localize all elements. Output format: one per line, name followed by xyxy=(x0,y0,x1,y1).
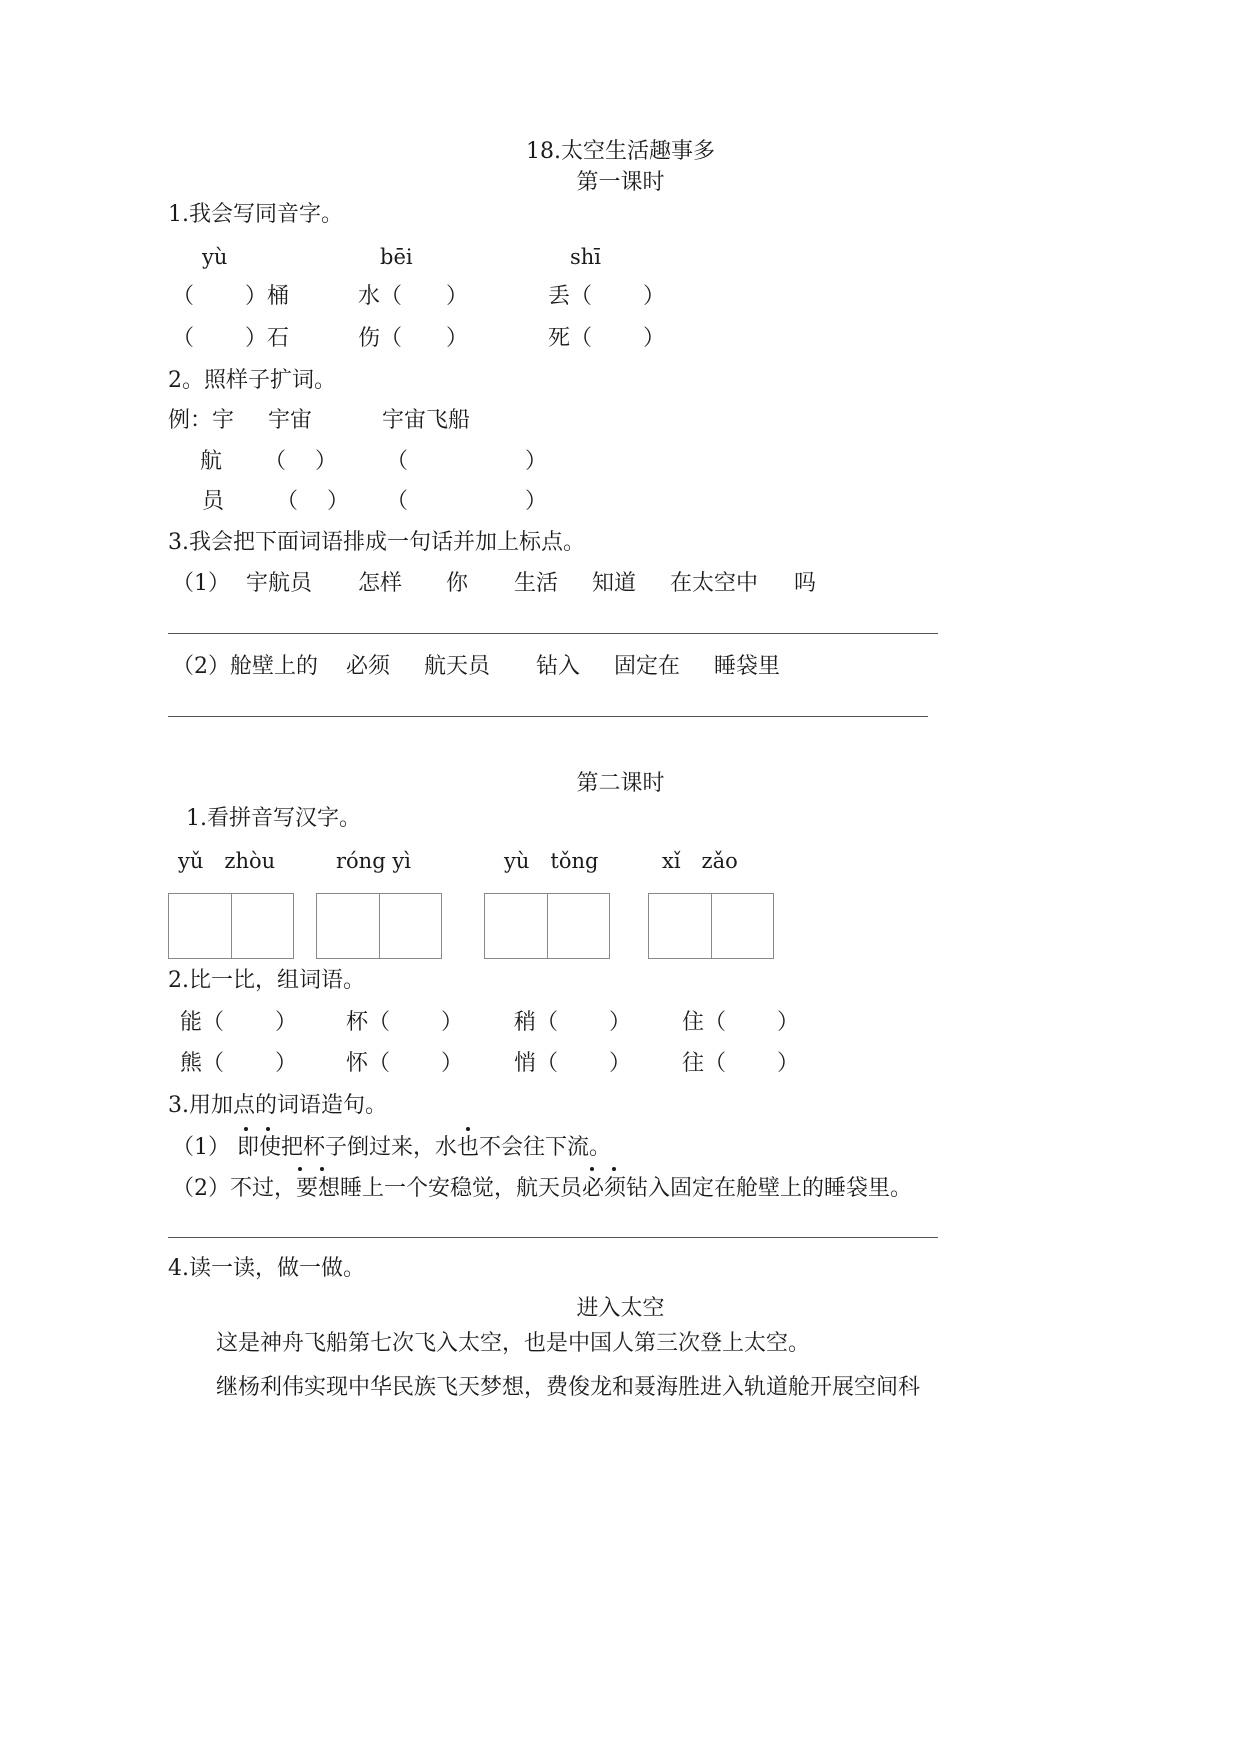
emphasis-dot xyxy=(244,1127,248,1131)
l2-q4-title: 4.读一读，做一做。 xyxy=(168,1256,365,1281)
blank-bei-2[interactable]: 伤（ ） xyxy=(358,326,469,351)
pinyin-bei: bēi xyxy=(380,245,413,269)
lesson2-heading: 第二课时 xyxy=(576,771,665,796)
s2-word-2: 必须 xyxy=(346,654,391,679)
q2-title: 2。照样子扩词。 xyxy=(168,368,336,393)
s1-word-3: 你 xyxy=(446,571,469,596)
pinyin-xizao: xǐ zǎo xyxy=(662,849,738,873)
blank-bei-1[interactable]: 水（ ） xyxy=(358,284,469,309)
compare-huai[interactable]: 怀（ ） xyxy=(346,1051,463,1076)
compare-qiao[interactable]: 悄（ ） xyxy=(514,1051,631,1076)
blank-yu-1[interactable]: （ ）桶 xyxy=(172,284,289,309)
writing-box-rongyi[interactable] xyxy=(316,893,442,959)
s1-word-7: 吗 xyxy=(794,571,817,596)
emphasis-dot xyxy=(266,1127,270,1131)
s1-word-1: 宇航员 xyxy=(246,571,313,596)
sentence-1: （1） 即使把杯子倒过来，水也不会往下流。 xyxy=(172,1135,611,1160)
pinyin-yutong: yù tǒng xyxy=(504,849,599,873)
answer-line-1[interactable] xyxy=(168,633,938,634)
emphasis-dot xyxy=(298,1167,302,1171)
s1-word-4: 生活 xyxy=(514,571,559,596)
expand-blank-hang-phrase[interactable]: （ ） xyxy=(386,449,547,474)
l2-q1-title: 1.看拼音写汉字。 xyxy=(186,806,361,831)
l2-q3-title: 3.用加点的词语造句。 xyxy=(168,1093,387,1118)
emphasis-dot xyxy=(590,1167,594,1171)
passage-paragraph-1: 这是神舟飞船第七次飞入太空，也是中国人第三次登上太空。 xyxy=(216,1331,811,1356)
pinyin-shi: shī xyxy=(570,245,602,269)
expand-blank-hang-word[interactable]: （ ） xyxy=(264,449,337,474)
blank-shi-1[interactable]: 丢（ ） xyxy=(548,284,665,309)
writing-box-yuzhou[interactable] xyxy=(168,893,294,959)
q1-title: 1.我会写同音字。 xyxy=(168,202,343,227)
lesson1-heading: 第一课时 xyxy=(576,170,665,195)
s1-word-5: 知道 xyxy=(592,571,637,596)
pinyin-yu: yù xyxy=(202,245,228,269)
blank-yu-2[interactable]: （ ）石 xyxy=(172,326,289,351)
s2-word-1: （2）舱壁上的 xyxy=(172,654,318,679)
s1-index: （1） xyxy=(172,571,230,596)
passage-title: 进入太空 xyxy=(576,1296,665,1321)
compare-xiong[interactable]: 熊（ ） xyxy=(180,1051,297,1076)
example-char: 例：宇 xyxy=(168,408,235,433)
pinyin-rongyi: róng yì xyxy=(336,849,411,873)
q3-title: 3.我会把下面词语排成一句话并加上标点。 xyxy=(168,530,585,555)
s1-word-2: 怎样 xyxy=(358,571,403,596)
pinyin-yuzhou: yǔ zhòu xyxy=(178,849,276,873)
page-title: 18.太空生活趣事多 xyxy=(526,139,715,164)
example-word: 宇宙 xyxy=(268,408,313,433)
s2-word-4: 钻入 xyxy=(536,654,581,679)
compare-wang[interactable]: 往（ ） xyxy=(682,1051,799,1076)
s2-word-6: 睡袋里 xyxy=(714,654,781,679)
example-phrase: 宇宙飞船 xyxy=(382,408,471,433)
emphasis-dot xyxy=(466,1127,470,1131)
compare-bei[interactable]: 杯（ ） xyxy=(346,1010,463,1035)
compare-neng[interactable]: 能（ ） xyxy=(180,1010,297,1035)
writing-box-yutong[interactable] xyxy=(484,893,610,959)
compare-shao[interactable]: 稍（ ） xyxy=(514,1010,631,1035)
expand-char-yuan: 员 xyxy=(202,489,225,514)
s1-word-6: 在太空中 xyxy=(670,571,759,596)
answer-line-3[interactable] xyxy=(168,1237,938,1238)
expand-char-hang: 航 xyxy=(200,449,223,474)
answer-line-2[interactable] xyxy=(168,716,928,717)
emphasis-dot xyxy=(612,1167,616,1171)
expand-blank-yuan-phrase[interactable]: （ ） xyxy=(386,489,547,514)
emphasis-dot xyxy=(320,1167,324,1171)
blank-shi-2[interactable]: 死（ ） xyxy=(548,326,665,351)
s2-word-5: 固定在 xyxy=(614,654,681,679)
s2-word-3: 航天员 xyxy=(424,654,491,679)
l2-q2-title: 2.比一比，组词语。 xyxy=(168,968,365,993)
sentence-2: （2）不过，要想睡上一个安稳觉，航天员必须钻入固定在舱壁上的睡袋里。 xyxy=(172,1176,912,1201)
compare-zhu[interactable]: 住（ ） xyxy=(682,1010,799,1035)
writing-box-xizao[interactable] xyxy=(648,893,774,959)
expand-blank-yuan-word[interactable]: （ ） xyxy=(276,489,349,514)
passage-paragraph-2: 继杨利伟实现中华民族飞天梦想，费俊龙和聂海胜进入轨道舱开展空间科 xyxy=(216,1375,921,1400)
